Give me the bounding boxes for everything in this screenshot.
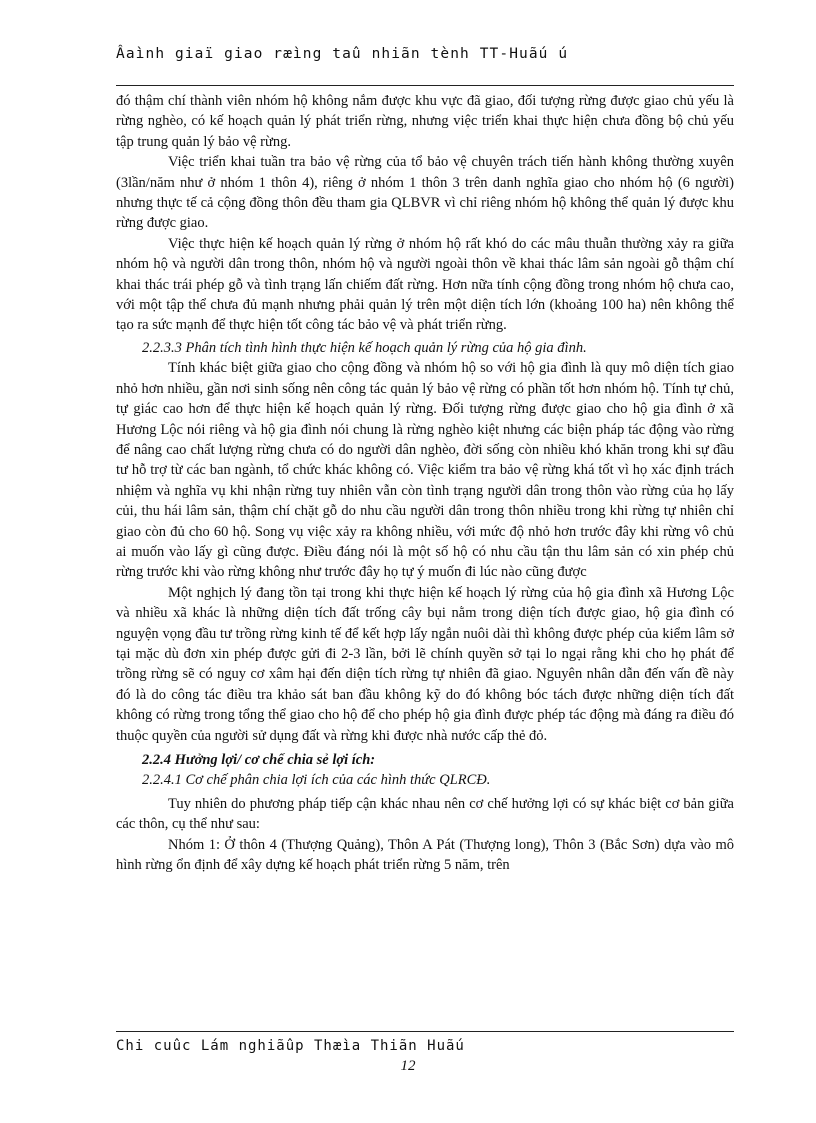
paragraph-7: Nhóm 1: Ở thôn 4 (Thượng Quảng), Thôn A Pát (Thượng long), Thôn 3 (Bắc Sơn) dựa vào mô hình rừng ổn định để xây dựng kế hoạch phát triển rừng 5 năm, trên	[116, 836, 734, 874]
body-text	[116, 91, 734, 875]
paragraph-1: đó thậm chí thành viên nhóm hộ không nắm được khu vực đã giao, đối tượng rừng được giao chủ yếu là rừng nghèo, có kế hoạch quản lý phát triển rừng, nhưng việc triển khai thực hiện chưa đồng bộ chủ yếu tập trung quản lý bảo vệ rừng.	[116, 93, 734, 150]
paragraph-4: Tính khác biệt giữa giao cho cộng đồng và nhóm hộ so với hộ gia đình là quy mô diện tích giao nhỏ hơn nhiều, gần nơi sinh sống nên công tác quản lý bảo vệ rừng có phần tốt hơn nhóm hộ. Tính tự chủ, tự giác cao hơn để thực hiện kế hoạch quản lý rừng. Đối tượng rừng được giao cho hộ gia đình ở xã Hương Lộc nói riêng và hộ gia đình nói chung là rừng nghèo kiệt nhưng các biện pháp tác động vào rừng để nâng cao chất lượng rừng chưa có do người dân nghèo, đời sống còn nhiều khó khăn trong khi sự đầu tư hỗ trợ từ các ban ngành, tổ chức khác không có. Việc kiểm tra bảo vệ rừng khá tốt vì họ xác định trách nhiệm và nghĩa vụ khi nhận rừng tuy nhiên vẫn còn tình trạng người dân trong thôn vào rừng của họ lấy củi, thu hái lâm sản, thậm chí chặt gỗ do nhu cầu người dân trong thôn nhiều trong khi rừng tự nhiên chỉ giao còn đủ cho 60 hộ. Song vụ việc xảy ra không nhiều, với mức độ nhỏ hơn trước đây khi rừng vô chủ ai muốn vào lấy gì cũng được. Điều đáng nói là một số hộ có nhu cầu tận thu lâm sản có xin phép chủ rừng trước khi vào rừng không như trước đây họ tự ý muốn đi lúc nào cũng được	[116, 360, 734, 581]
paragraph-6: Tuy nhiên do phương pháp tiếp cận khác nhau nên cơ chế hưởng lợi có sự khác biệt cơ bản giữa các thôn, cụ thể như sau:	[116, 795, 734, 833]
page-number: 12	[400, 1058, 416, 1074]
footer-divider	[116, 1031, 734, 1032]
section-heading-2-2-4: 2.2.4 Hưởng lợi/ cơ chế chia sẻ lợi ích:	[142, 752, 376, 768]
running-header: Âaình giaï giao ræìng taû nhiãn tènh TT-Huãú ú	[116, 46, 569, 62]
paragraph-3: Việc thực hiện kế hoạch quản lý rừng ở nhóm hộ rất khó do các mâu thuẫn thường xảy ra giữa nhóm hộ và người dân trong thôn, nhóm hộ và người ngoài thôn về khai thác lâm sản ngoài gỗ thậm chí khai thác trái phép gỗ và tình trạng lấn chiếm đất rừng. Hơn nữa tính cộng đồng trong nhóm hộ chưa cao, với một tập thể chưa đủ mạnh nhưng phải quản lý trên một diện tích lớn (khoảng 100 ha) nên không thể tạo ra sức mạnh để thực hiện tốt công tác bảo vệ và phát triển rừng.	[116, 235, 734, 334]
paragraph-2: Việc triển khai tuần tra bảo vệ rừng của tổ bảo vệ chuyên trách tiến hành không thường xuyên (3lần/năm như ở nhóm 1 thôn 4), riêng ở nhóm 1 thôn 3 trên danh nghĩa giao cho nhóm hộ (6 người) nhưng thực tế cả cộng đồng thôn đều tham gia QLBVR vì chỉ riêng nhóm hộ không thể quản lý được khu rừng được giao.	[116, 154, 734, 232]
running-footer: Chi cuûc Lám nghiãûp Thæìa Thiãn Huãú	[116, 1038, 465, 1054]
section-heading-2-2-4-1: 2.2.4.1 Cơ chế phân chia lợi ích của các hình thức QLRCĐ.	[142, 772, 491, 789]
paragraph-5: Một nghịch lý đang tồn tại trong khi thực hiện kế hoạch lý rừng của hộ gia đình xã Hương Lộc và nhiều xã khác là những diện tích đất trống cây bụi nằm trong diện tích được giao, hộ gia đình có nguyện vọng đầu tư trồng rừng kinh tế để kết hợp lấy ngắn nuôi dài thì không được phép của kiểm lâm sở tại mặc dù đơn xin phép được gửi đi 2-3 lần, bởi lẽ chính quyền sở tại lo ngại rằng khi cho họ phát để trồng rừng sẽ có nguy cơ xâm hại đến diện tích rừng tự nhiên đã giao. Nguyên nhân dẫn đến vấn đề này đó là do công tác điều tra khảo sát ban đầu không kỹ do đó không bóc tách được những diện tích đất không có rừng trong tổng thể giao cho hộ để cho phép hộ gia đình được phép tác động mà đáng ra điều đó thuộc quyền của người sử dụng đất và rừng khi được nhà nước cấp thẻ đỏ.	[116, 584, 734, 744]
header-divider	[116, 85, 734, 86]
section-heading-2-2-3-3: 2.2.3.3 Phân tích tình hình thực hiện kế hoạch quản lý rừng của hộ gia đình.	[142, 339, 587, 356]
